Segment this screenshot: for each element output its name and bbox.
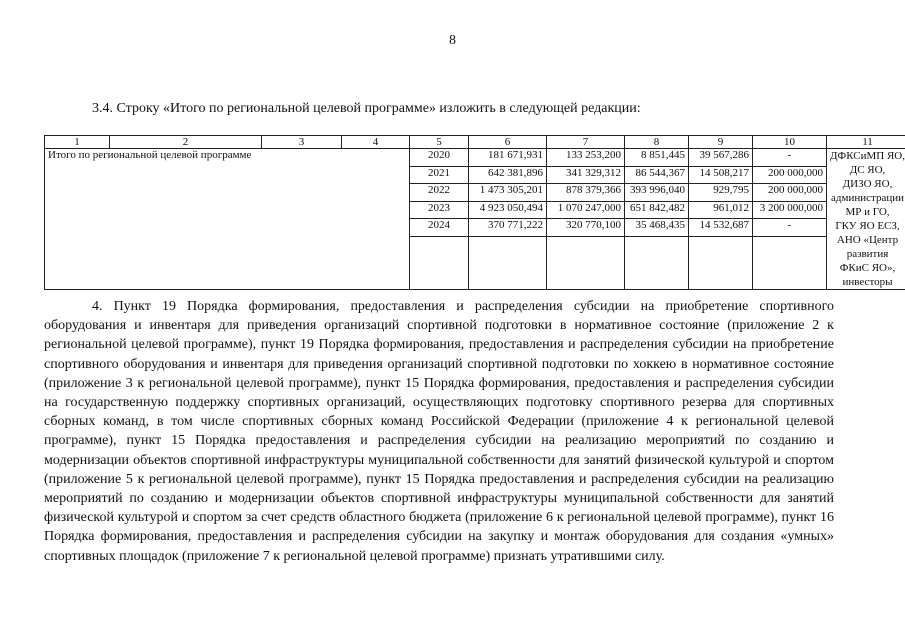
header-cell: 4	[342, 136, 410, 149]
value-cell: 929,795	[689, 184, 753, 202]
value-cell: 35 468,435	[625, 219, 689, 237]
executor-line: ФКиС ЯО»,	[839, 262, 896, 274]
value-cell: 200 000,000	[753, 166, 827, 184]
executor-line: АНО «Центр	[836, 234, 899, 246]
empty-cell	[469, 237, 547, 290]
value-cell: 1 473 305,201	[469, 184, 547, 202]
page-number: 8	[449, 33, 456, 48]
value-cell: 181 671,931	[469, 149, 547, 167]
value-cell: 1 070 247,000	[547, 201, 625, 219]
value-cell: 961,012	[689, 201, 753, 219]
value-cell: 320 770,100	[547, 219, 625, 237]
value-cell: 651 842,482	[625, 201, 689, 219]
value-cell: 3 200 000,000	[753, 201, 827, 219]
executor-line: ДИЗО ЯО,	[842, 178, 893, 190]
header-cell: 10	[753, 136, 827, 149]
header-cell: 11	[827, 136, 905, 149]
table-row	[45, 149, 905, 167]
value-cell: 14 508,217	[689, 166, 753, 184]
executor-line: МР и ГО,	[845, 206, 890, 218]
value-cell: 642 381,896	[469, 166, 547, 184]
value-cell: -	[753, 219, 827, 237]
value-cell: 341 329,312	[547, 166, 625, 184]
header-cell: 8	[625, 136, 689, 149]
header-cell: 2	[110, 136, 262, 149]
value-cell: 39 567,286	[689, 149, 753, 167]
header-cell: 7	[547, 136, 625, 149]
year-cell: 2021	[410, 166, 469, 184]
header-cell: 1	[45, 136, 110, 149]
executor-line: развития	[846, 248, 889, 260]
year-cell: 2023	[410, 201, 469, 219]
value-cell: 370 771,222	[469, 219, 547, 237]
executors-cell	[827, 149, 905, 290]
empty-cell	[753, 237, 827, 290]
value-cell: 86 544,367	[625, 166, 689, 184]
empty-cell	[625, 237, 689, 290]
value-cell: 200 000,000	[753, 184, 827, 202]
executor-line: инвесторы	[842, 276, 893, 288]
value-cell: 8 851,445	[625, 149, 689, 167]
program-total-table	[44, 135, 905, 290]
executor-line: администрации	[831, 192, 904, 204]
section-heading: 3.4. Строку «Итого по региональной целевой программе» изложить в следующей редакции:	[92, 101, 641, 116]
value-cell: 14 532,687	[689, 219, 753, 237]
header-cell: 5	[410, 136, 469, 149]
value-cell: 878 379,366	[547, 184, 625, 202]
empty-cell	[689, 237, 753, 290]
header-cell: 3	[262, 136, 342, 149]
body-paragraph: 4. Пункт 19 Порядка формирования, предоставления и распределения субсидии на приобретение спортивного оборудования и инвентаря для приведения организаций спортивной подготовки в нормативное состояние (приложение 2 к региональной целевой программе), пункт 19 Порядка формирования, предоставления и распределения субсидии на приобретение спортивного оборудования и инвентаря для приведения организаций спортивной подготовки по хоккею в нормативное состояние (приложение 3 к региональной целевой программе), пункт 15 Порядка формирования, предоставления и распределения субсидии на государственную поддержку спортивных организаций, осуществляющих подготовку спортивного резерва для спортивных сборных команд, в том числе спортивных сборных команд Российской Федерации (приложение 4 к региональной целевой программе), пункт 15 Порядка предоставления и распределения субсидии на реализацию мероприятий по созданию и модернизации объектов спортивной инфраструктуры муниципальной собственности для занятий физической культурой и спортом (приложение 5 к региональной целевой программе), пункт 15 Порядка предоставления и распределения субсидии на реализацию мероприятий по созданию и модернизации объектов спортивной инфраструктуры муниципальной собственности для занятий физической культурой и спортом за счет средств областного бюджета (приложение 6 к региональной целевой программе), пункт 16 Порядка формирования, предоставления и распределения субсидии на закупку и монтаж оборудования для создания «умных» спортивных площадок (приложение 7 к региональной целевой программе) признать утратившими силу.	[44, 299, 834, 564]
row-label: Итого по региональной целевой программе	[45, 149, 410, 290]
executor-line: ГКУ ЯО ЕСЗ,	[835, 220, 900, 232]
value-cell: 133 253,200	[547, 149, 625, 167]
empty-cell	[410, 237, 469, 290]
table-header-row	[45, 136, 905, 149]
value-cell: 4 923 050,494	[469, 201, 547, 219]
year-cell: 2024	[410, 219, 469, 237]
header-cell: 6	[469, 136, 547, 149]
year-cell: 2020	[410, 149, 469, 167]
header-cell: 9	[689, 136, 753, 149]
year-cell: 2022	[410, 184, 469, 202]
executor-line: ДФКСиМП ЯО,	[830, 150, 905, 162]
executor-line: ДС ЯО,	[849, 164, 886, 176]
value-cell: 393 996,040	[625, 184, 689, 202]
empty-cell	[547, 237, 625, 290]
value-cell: -	[753, 149, 827, 167]
